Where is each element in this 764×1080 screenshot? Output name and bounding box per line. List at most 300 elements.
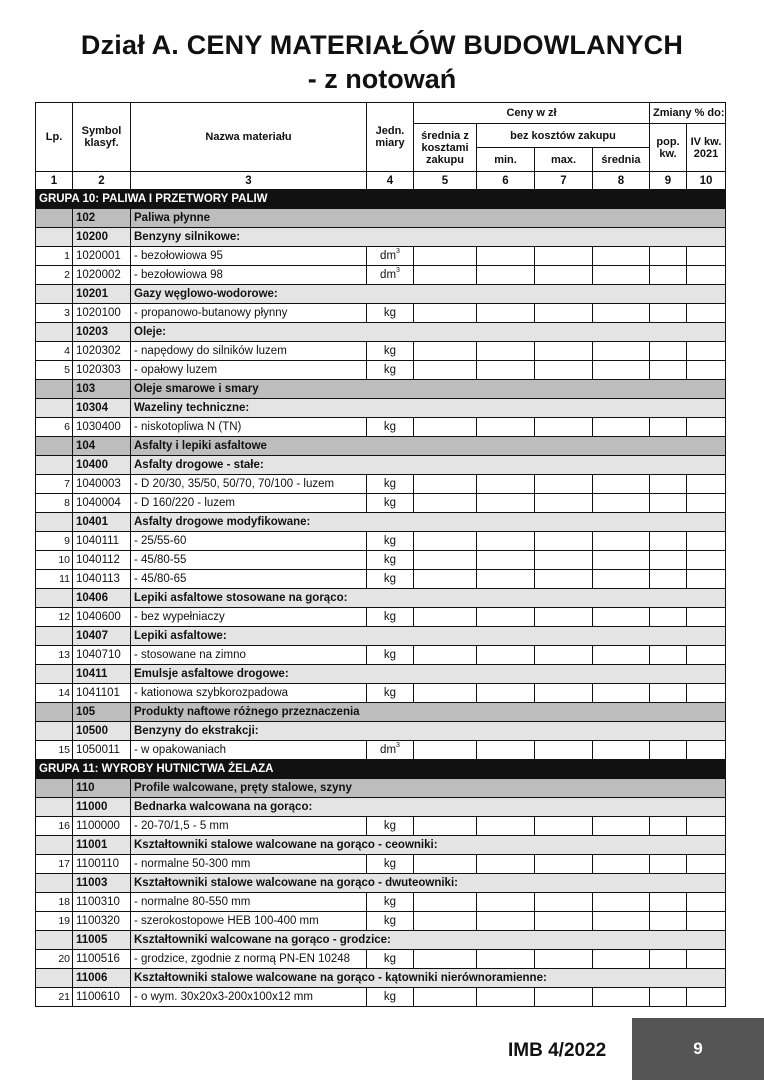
row-name: - stosowane na zimno — [131, 646, 367, 665]
table-row — [36, 950, 726, 969]
unit-text: kg — [383, 649, 397, 661]
row-code: 1100000 — [73, 817, 131, 836]
value-cell — [593, 361, 650, 380]
value-cell — [535, 361, 593, 380]
value-cell — [414, 817, 477, 836]
row-lp: 10 — [36, 551, 73, 570]
value-cell — [535, 950, 593, 969]
header-lp: Lp. — [36, 103, 73, 172]
value-cell — [593, 855, 650, 874]
value-cell — [593, 741, 650, 760]
row-code: 1100310 — [73, 893, 131, 912]
header-jedn: Jedn. miary — [367, 103, 414, 172]
row-code: 10201 — [73, 285, 131, 304]
value-cell — [477, 475, 535, 494]
value-cell — [650, 646, 687, 665]
row-code: 1040710 — [73, 646, 131, 665]
value-cell — [650, 551, 687, 570]
value-cell — [414, 988, 477, 1007]
row-code: 11005 — [73, 931, 131, 950]
value-cell — [687, 570, 726, 589]
row-code: 1100516 — [73, 950, 131, 969]
value-cell — [535, 912, 593, 931]
row-code: 110 — [73, 779, 131, 798]
row-name: Produkty naftowe różnego przeznaczenia — [131, 703, 726, 722]
value-cell — [593, 475, 650, 494]
row-code: 1020001 — [73, 247, 131, 266]
value-cell — [477, 342, 535, 361]
row-lp — [36, 456, 73, 475]
row-code: 11003 — [73, 874, 131, 893]
row-unit — [367, 418, 414, 437]
table-row — [36, 475, 726, 494]
column-number: 5 — [414, 172, 477, 190]
header-zmiany: Zmiany % do: — [650, 103, 726, 124]
value-cell — [593, 247, 650, 266]
row-lp: 2 — [36, 266, 73, 285]
value-cell — [593, 266, 650, 285]
table-row — [36, 855, 726, 874]
value-cell — [477, 304, 535, 323]
table-row — [36, 266, 726, 285]
value-cell — [687, 988, 726, 1007]
value-cell — [593, 912, 650, 931]
subsection-row — [36, 836, 726, 855]
value-cell — [535, 646, 593, 665]
section-row — [36, 209, 726, 228]
row-name: - napędowy do silników luzem — [131, 342, 367, 361]
subsection-row — [36, 323, 726, 342]
unit-text: kg — [383, 554, 397, 566]
value-cell — [535, 893, 593, 912]
row-code: 11006 — [73, 969, 131, 988]
value-cell — [477, 608, 535, 627]
row-lp — [36, 437, 73, 456]
row-name: - bez wypełniaczy — [131, 608, 367, 627]
value-cell — [535, 475, 593, 494]
row-lp — [36, 969, 73, 988]
value-cell — [477, 532, 535, 551]
row-unit — [367, 494, 414, 513]
value-cell — [650, 304, 687, 323]
section-row — [36, 703, 726, 722]
value-cell — [414, 684, 477, 703]
value-cell — [687, 266, 726, 285]
value-cell — [687, 646, 726, 665]
value-cell — [687, 950, 726, 969]
subsection-row — [36, 874, 726, 893]
value-cell — [687, 817, 726, 836]
row-lp: 12 — [36, 608, 73, 627]
value-cell — [414, 741, 477, 760]
value-cell — [650, 893, 687, 912]
row-name: - niskotopliwa N (TN) — [131, 418, 367, 437]
value-cell — [414, 475, 477, 494]
value-cell — [535, 551, 593, 570]
table-row — [36, 418, 726, 437]
subsection-row — [36, 513, 726, 532]
unit-text: dm — [380, 250, 397, 262]
row-lp — [36, 874, 73, 893]
value-cell — [650, 608, 687, 627]
value-cell — [535, 247, 593, 266]
value-cell — [477, 247, 535, 266]
row-lp: 5 — [36, 361, 73, 380]
value-cell — [650, 855, 687, 874]
row-name: - w opakowaniach — [131, 741, 367, 760]
value-cell — [593, 608, 650, 627]
value-cell — [414, 950, 477, 969]
row-unit — [367, 893, 414, 912]
row-name: Lepiki asfaltowe stosowane na gorąco: — [131, 589, 726, 608]
value-cell — [650, 912, 687, 931]
unit-text: kg — [383, 820, 397, 832]
row-name: Emulsje asfaltowe drogowe: — [131, 665, 726, 684]
header-srednia: średnia — [593, 148, 650, 172]
row-unit — [367, 817, 414, 836]
row-lp — [36, 209, 73, 228]
value-cell — [687, 247, 726, 266]
row-code: 1050011 — [73, 741, 131, 760]
unit-text: kg — [383, 611, 397, 623]
header-min: min. — [477, 148, 535, 172]
row-lp — [36, 665, 73, 684]
row-unit — [367, 361, 414, 380]
row-code: 10407 — [73, 627, 131, 646]
row-name: - normalne 50-300 mm — [131, 855, 367, 874]
unit-text: kg — [383, 497, 397, 509]
value-cell — [650, 342, 687, 361]
row-unit — [367, 247, 414, 266]
row-unit — [367, 950, 414, 969]
value-cell — [535, 817, 593, 836]
row-lp: 18 — [36, 893, 73, 912]
unit-text: kg — [383, 345, 397, 357]
row-name: - normalne 80-550 mm — [131, 893, 367, 912]
value-cell — [477, 570, 535, 589]
value-cell — [650, 570, 687, 589]
column-number: 9 — [650, 172, 687, 190]
row-unit — [367, 741, 414, 760]
value-cell — [650, 741, 687, 760]
row-code: 11000 — [73, 798, 131, 817]
value-cell — [414, 266, 477, 285]
header-pop: pop. kw. — [650, 124, 687, 172]
value-cell — [687, 551, 726, 570]
row-code: 10304 — [73, 399, 131, 418]
unit-text: kg — [383, 535, 397, 547]
value-cell — [593, 646, 650, 665]
column-number: 8 — [593, 172, 650, 190]
row-lp — [36, 722, 73, 741]
row-code: 10200 — [73, 228, 131, 247]
row-lp: 3 — [36, 304, 73, 323]
row-lp — [36, 380, 73, 399]
price-table — [35, 102, 726, 1007]
subsection-row — [36, 399, 726, 418]
row-code: 1040112 — [73, 551, 131, 570]
subsection-row — [36, 285, 726, 304]
row-code: 1020303 — [73, 361, 131, 380]
row-code: 105 — [73, 703, 131, 722]
value-cell — [650, 684, 687, 703]
row-code: 1020302 — [73, 342, 131, 361]
row-code: 1040113 — [73, 570, 131, 589]
row-code: 1030400 — [73, 418, 131, 437]
page-title: Dział A. CENY MATERIAŁÓW BUDOWLANYCH — [80, 30, 684, 60]
row-code: 1040003 — [73, 475, 131, 494]
row-name: - 45/80-65 — [131, 570, 367, 589]
unit-exponent: 3 — [396, 742, 400, 749]
value-cell — [687, 304, 726, 323]
value-cell — [687, 684, 726, 703]
row-lp — [36, 589, 73, 608]
row-name: Gazy węglowo-wodorowe: — [131, 285, 726, 304]
row-code: 1100320 — [73, 912, 131, 931]
value-cell — [650, 950, 687, 969]
row-name: Profile walcowane, pręty stalowe, szyny — [131, 779, 726, 798]
value-cell — [414, 494, 477, 513]
value-cell — [477, 684, 535, 703]
row-lp — [36, 285, 73, 304]
row-unit — [367, 551, 414, 570]
value-cell — [414, 570, 477, 589]
value-cell — [593, 532, 650, 551]
row-lp — [36, 931, 73, 950]
subsection-row — [36, 722, 726, 741]
value-cell — [687, 532, 726, 551]
row-name: Kształtowniki stalowe walcowane na gorąco - dwuteowniki: — [131, 874, 726, 893]
unit-text: dm — [380, 744, 397, 756]
header-ceny: Ceny w zł — [414, 103, 650, 124]
column-number: 10 — [687, 172, 726, 190]
subsection-row — [36, 228, 726, 247]
row-lp: 6 — [36, 418, 73, 437]
row-lp: 13 — [36, 646, 73, 665]
table-row — [36, 608, 726, 627]
section-row — [36, 779, 726, 798]
unit-text: kg — [383, 858, 397, 870]
value-cell — [477, 361, 535, 380]
table-row — [36, 646, 726, 665]
row-code: 10401 — [73, 513, 131, 532]
row-unit — [367, 855, 414, 874]
row-lp — [36, 779, 73, 798]
subsection-row — [36, 456, 726, 475]
row-code: 1020002 — [73, 266, 131, 285]
group-row — [36, 190, 726, 209]
unit-text: kg — [383, 307, 397, 319]
value-cell — [593, 817, 650, 836]
value-cell — [650, 418, 687, 437]
row-lp — [36, 513, 73, 532]
value-cell — [477, 551, 535, 570]
row-name: - o wym. 30x20x3-200x100x12 mm — [131, 988, 367, 1007]
value-cell — [650, 266, 687, 285]
column-number: 1 — [36, 172, 73, 190]
value-cell — [593, 684, 650, 703]
unit-text: kg — [383, 991, 397, 1003]
unit-text: kg — [383, 953, 397, 965]
value-cell — [687, 741, 726, 760]
row-lp: 16 — [36, 817, 73, 836]
row-unit — [367, 988, 414, 1007]
row-code: 10406 — [73, 589, 131, 608]
row-lp: 14 — [36, 684, 73, 703]
table-row — [36, 684, 726, 703]
subsection-row — [36, 931, 726, 950]
row-name: Oleje smarowe i smary — [131, 380, 726, 399]
value-cell — [535, 608, 593, 627]
value-cell — [535, 266, 593, 285]
value-cell — [593, 893, 650, 912]
value-cell — [414, 304, 477, 323]
unit-text: kg — [383, 573, 397, 585]
row-unit — [367, 532, 414, 551]
value-cell — [477, 912, 535, 931]
row-name: Kształtowniki walcowane na gorąco - grodzice: — [131, 931, 726, 950]
value-cell — [535, 684, 593, 703]
value-cell — [535, 741, 593, 760]
row-lp — [36, 703, 73, 722]
value-cell — [650, 817, 687, 836]
row-name: - kationowa szybkorozpadowa — [131, 684, 367, 703]
row-code: 1100110 — [73, 855, 131, 874]
value-cell — [593, 342, 650, 361]
value-cell — [687, 912, 726, 931]
value-cell — [477, 988, 535, 1007]
row-name: Bednarka walcowana na gorąco: — [131, 798, 726, 817]
footer-page-number: 9 — [632, 1018, 764, 1080]
value-cell — [650, 494, 687, 513]
column-number: 6 — [477, 172, 535, 190]
column-number: 7 — [535, 172, 593, 190]
row-name: Lepiki asfaltowe: — [131, 627, 726, 646]
column-numbers-row — [36, 172, 726, 190]
row-lp: 8 — [36, 494, 73, 513]
table-row — [36, 551, 726, 570]
row-code: 10411 — [73, 665, 131, 684]
header-bez-kosztow: bez kosztów zakupu — [477, 124, 650, 148]
value-cell — [477, 646, 535, 665]
table-row — [36, 912, 726, 931]
row-unit — [367, 684, 414, 703]
value-cell — [687, 418, 726, 437]
row-lp — [36, 399, 73, 418]
row-unit — [367, 342, 414, 361]
table-row — [36, 741, 726, 760]
row-code: 10400 — [73, 456, 131, 475]
row-name: - szerokostopowe HEB 100-400 mm — [131, 912, 367, 931]
unit-text: kg — [383, 478, 397, 490]
row-name: Benzyny silnikowe: — [131, 228, 726, 247]
value-cell — [477, 817, 535, 836]
row-lp — [36, 228, 73, 247]
row-unit — [367, 475, 414, 494]
page-subtitle: - z notowań — [307, 64, 457, 94]
value-cell — [414, 418, 477, 437]
row-lp: 4 — [36, 342, 73, 361]
row-code: 1020100 — [73, 304, 131, 323]
row-name: - grodzice, zgodnie z normą PN-EN 10248 — [131, 950, 367, 969]
row-lp — [36, 836, 73, 855]
row-code: 103 — [73, 380, 131, 399]
table-row — [36, 342, 726, 361]
table-row — [36, 361, 726, 380]
value-cell — [535, 418, 593, 437]
value-cell — [650, 532, 687, 551]
column-number: 2 — [73, 172, 131, 190]
value-cell — [414, 912, 477, 931]
value-cell — [687, 361, 726, 380]
header-max: max. — [535, 148, 593, 172]
row-code: 104 — [73, 437, 131, 456]
value-cell — [650, 247, 687, 266]
row-lp: 1 — [36, 247, 73, 266]
value-cell — [593, 418, 650, 437]
row-lp — [36, 798, 73, 817]
row-name: Paliwa płynne — [131, 209, 726, 228]
value-cell — [477, 893, 535, 912]
header-nazwa: Nazwa materiału — [131, 103, 367, 172]
value-cell — [687, 475, 726, 494]
value-cell — [593, 494, 650, 513]
row-unit — [367, 608, 414, 627]
table-row — [36, 988, 726, 1007]
subsection-row — [36, 798, 726, 817]
table-row — [36, 532, 726, 551]
row-unit — [367, 570, 414, 589]
row-lp: 17 — [36, 855, 73, 874]
value-cell — [414, 646, 477, 665]
value-cell — [477, 855, 535, 874]
row-lp: 19 — [36, 912, 73, 931]
unit-text: kg — [383, 915, 397, 927]
column-number: 3 — [131, 172, 367, 190]
row-name: - D 160/220 - luzem — [131, 494, 367, 513]
value-cell — [477, 266, 535, 285]
row-unit — [367, 304, 414, 323]
unit-exponent: 3 — [396, 248, 400, 255]
row-name: - bezołowiowa 98 — [131, 266, 367, 285]
row-lp: 21 — [36, 988, 73, 1007]
row-unit — [367, 266, 414, 285]
table-row — [36, 304, 726, 323]
value-cell — [414, 855, 477, 874]
value-cell — [414, 532, 477, 551]
row-name: Asfalty i lepiki asfaltowe — [131, 437, 726, 456]
value-cell — [477, 741, 535, 760]
value-cell — [687, 855, 726, 874]
row-name: - 20-70/1,5 - 5 mm — [131, 817, 367, 836]
value-cell — [535, 532, 593, 551]
row-lp — [36, 627, 73, 646]
row-lp: 15 — [36, 741, 73, 760]
value-cell — [650, 475, 687, 494]
row-code: 10203 — [73, 323, 131, 342]
row-name: Benzyny do ekstrakcji: — [131, 722, 726, 741]
column-number: 4 — [367, 172, 414, 190]
row-unit — [367, 646, 414, 665]
row-code: 102 — [73, 209, 131, 228]
footer-issue: IMB 4/2022 — [508, 1040, 607, 1061]
row-lp — [36, 323, 73, 342]
table-row — [36, 494, 726, 513]
row-name: - bezołowiowa 95 — [131, 247, 367, 266]
row-name: - opałowy luzem — [131, 361, 367, 380]
value-cell — [414, 247, 477, 266]
value-cell — [477, 418, 535, 437]
